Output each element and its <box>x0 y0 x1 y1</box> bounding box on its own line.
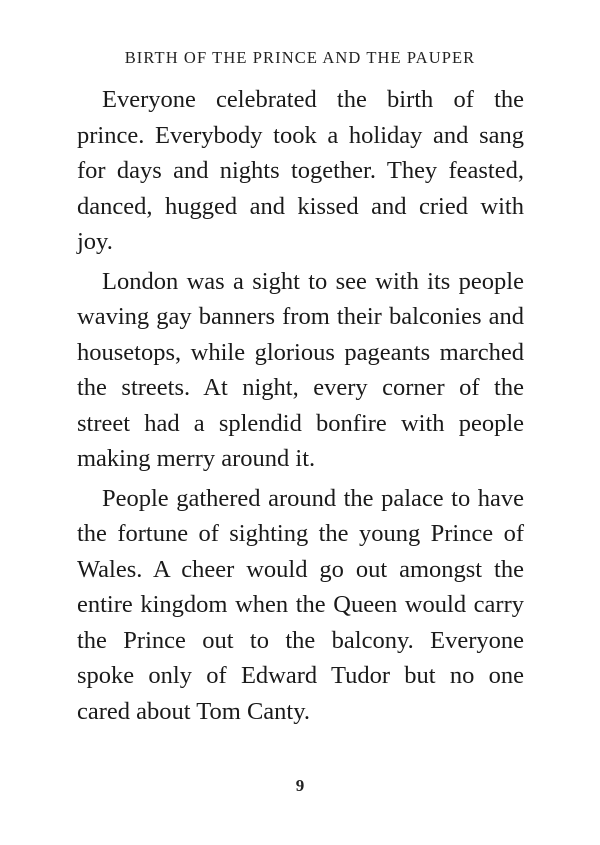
paragraph-2: London was a sight to see with its people waving gay banners from their balconies and housetops, while glorious pageants marched the streets. At night, every corner of the street had a splendid bonfire with people making merry around it. <box>77 267 524 472</box>
page-number: 9 <box>295 776 305 795</box>
running-head: BIRTH OF THE PRINCE AND THE PAUPER <box>124 48 476 67</box>
body-text <box>77 82 524 733</box>
paragraph-3: People gathered around the palace to have the fortune of sighting the young Prince of Wales. A cheer would go out amongst the entire kingdom when the Queen would carry the Prince out to the balcony. Everyone spoke only of Edward Tudor but no one cared about Tom Canty. <box>77 484 524 725</box>
paragraph-1: Everyone celebrated the birth of the prince. Everybody took a holiday and sang for days and nights together. They feasted, danced, hugged and kissed and cried with joy. <box>77 86 524 255</box>
